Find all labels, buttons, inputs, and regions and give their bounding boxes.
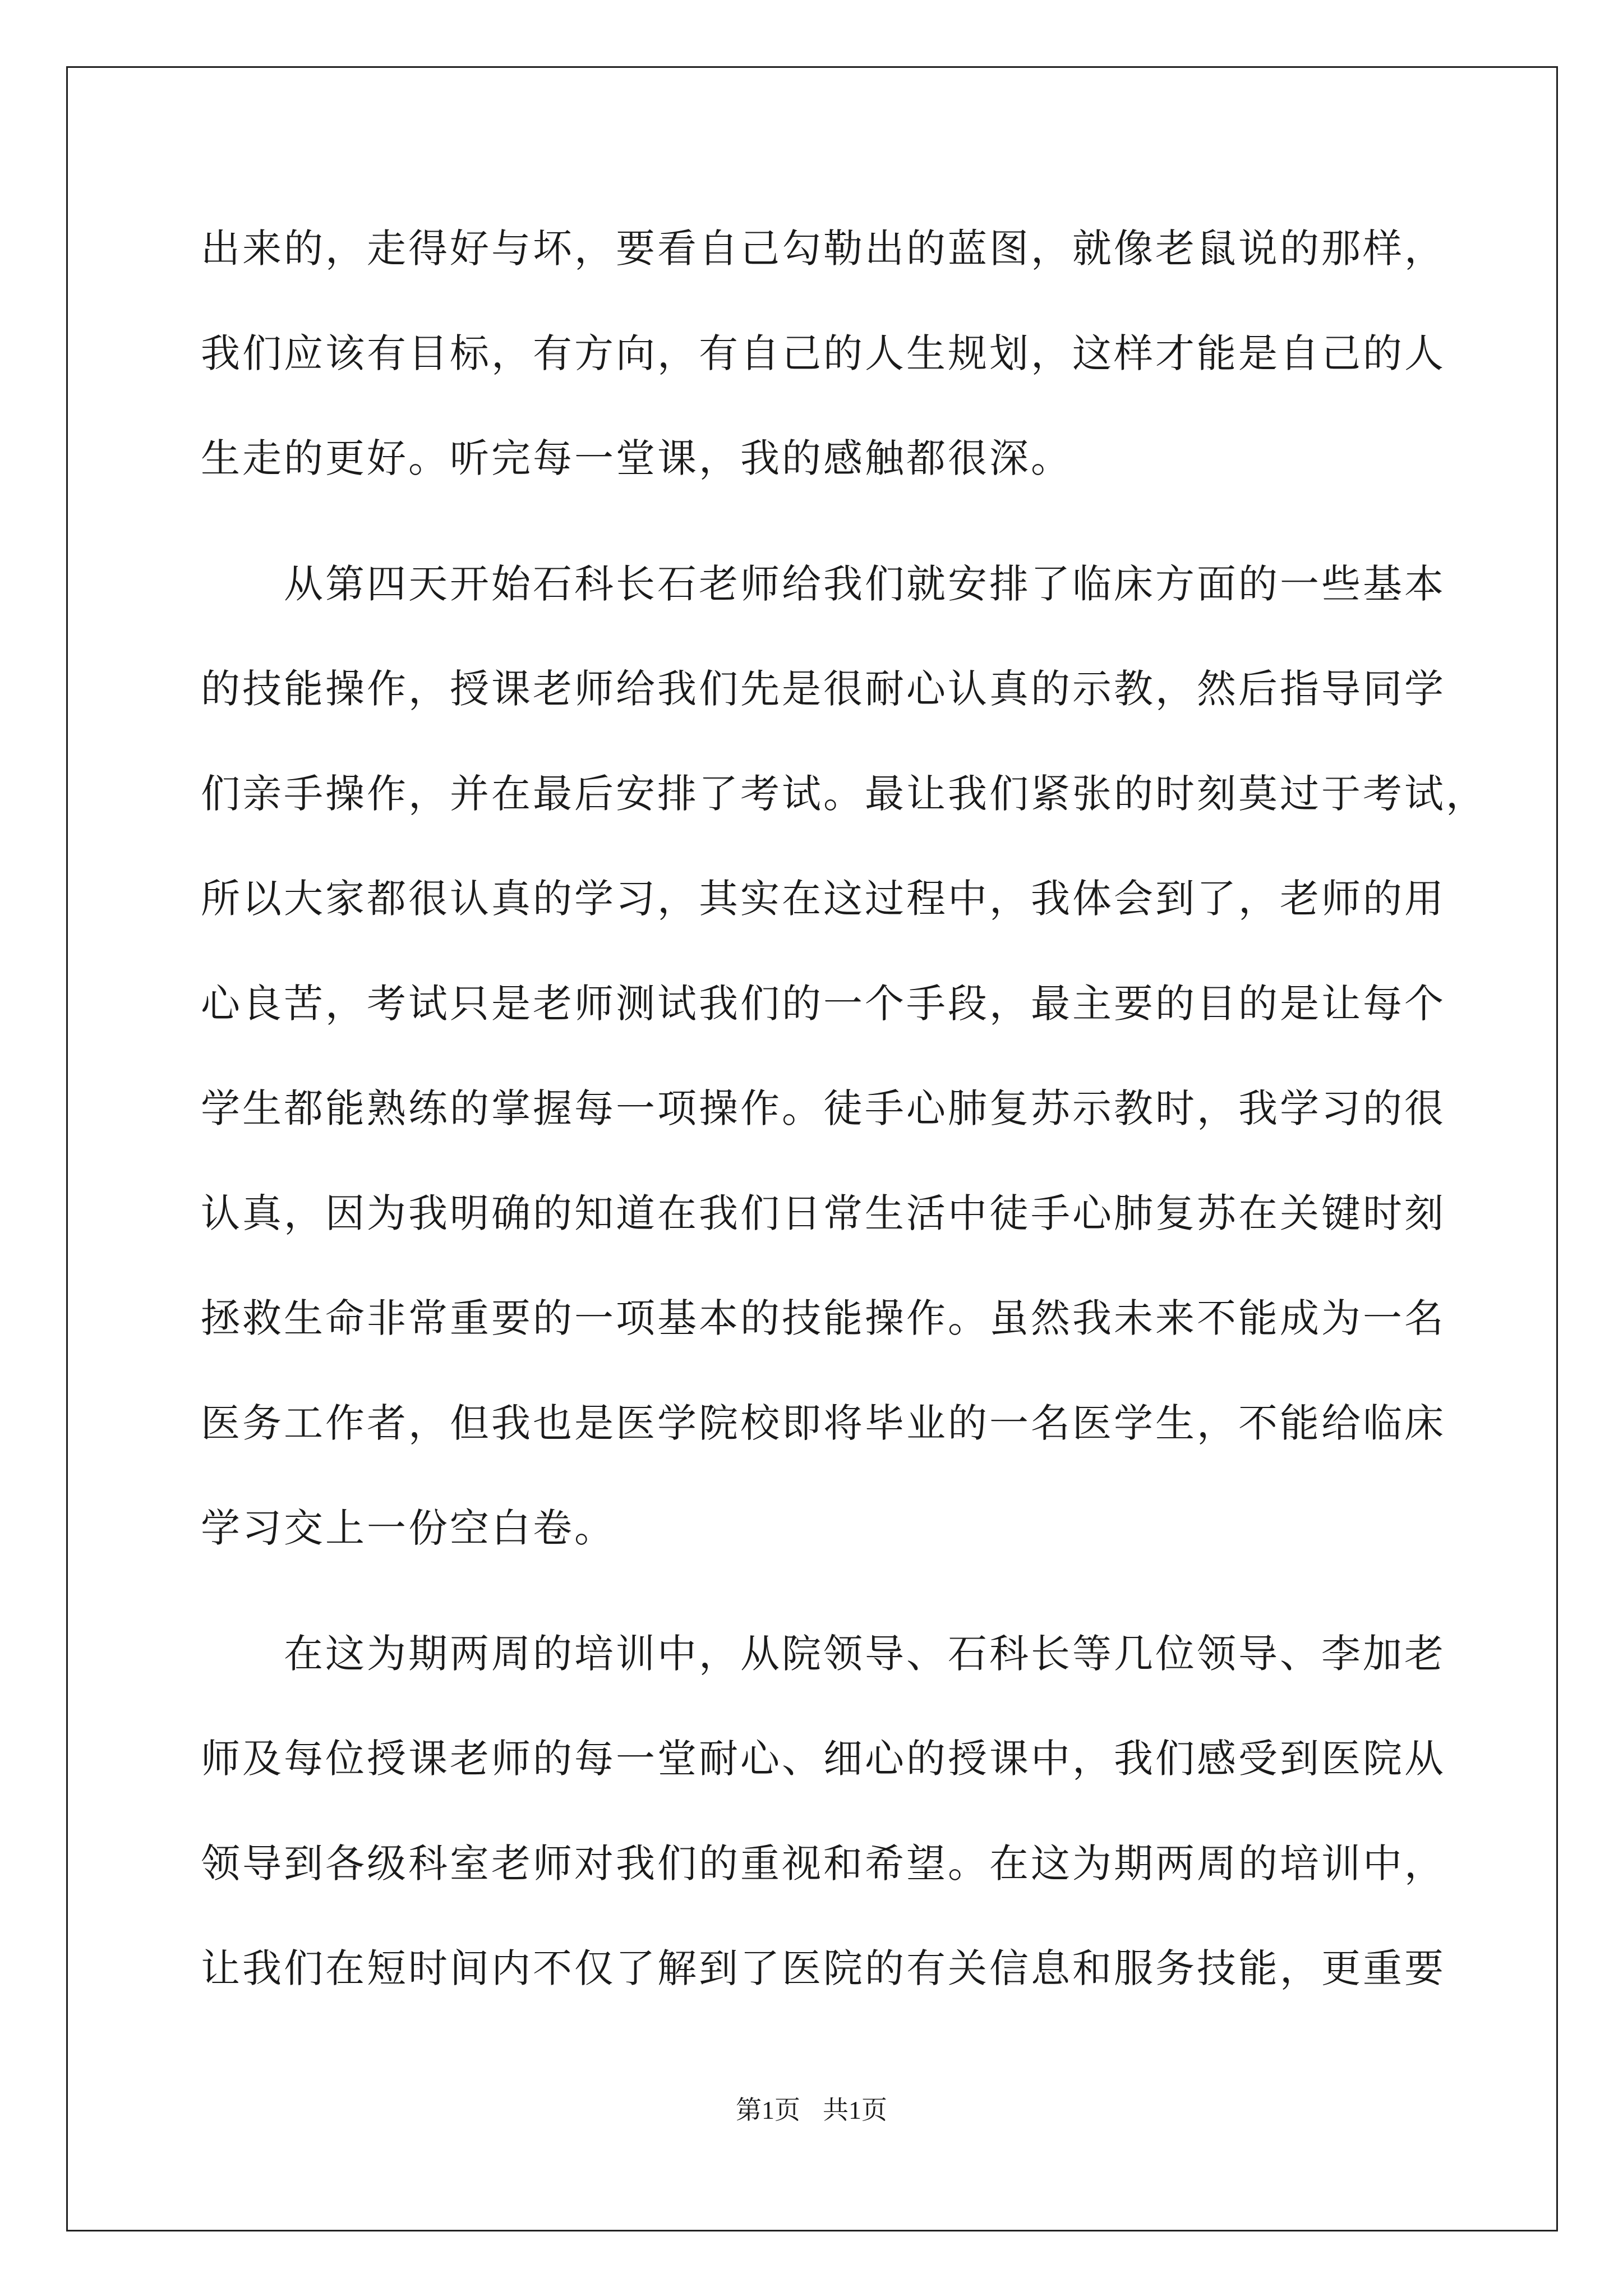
text-line: 出来的，走得好与坏，要看自己勾勒出的蓝图，就像老鼠说的那样， xyxy=(201,226,1446,272)
text-line: 们亲手操作，并在最后安排了考试。最让我们紧张的时刻莫过于考试， xyxy=(201,771,1487,817)
text-line: 学习交上一份空白卷。 xyxy=(201,1505,616,1551)
text-line: 所以大家都很认真的学习，其实在这过程中，我体会到了，老师的用 xyxy=(201,876,1446,922)
text-line: 心良苦，考试只是老师测试我们的一个手段，最主要的目的是让每个 xyxy=(201,981,1446,1027)
text-line: 师及每位授课老师的每一堂耐心、细心的授课中，我们感受到医院从 xyxy=(201,1736,1446,1782)
text-line: 拯救生命非常重要的一项基本的技能操作。虽然我未来不能成为一名 xyxy=(201,1295,1446,1341)
text-line: 从第四天开始石科长石老师给我们就安排了临床方面的一些基本 xyxy=(284,561,1446,607)
text-line: 认真，因为我明确的知道在我们日常生活中徒手心肺复苏在关键时刻 xyxy=(201,1190,1446,1236)
text-line: 的技能操作，授课老师给我们先是很耐心认真的示教，然后指导同学 xyxy=(201,666,1446,712)
text-line: 生走的更好。听完每一堂课，我的感触都很深。 xyxy=(201,435,1072,481)
text-line: 让我们在短时间内不仅了解到了医院的有关信息和服务技能，更重要 xyxy=(201,1945,1446,1991)
page-number: 第1页 xyxy=(736,2096,800,2124)
text-line: 领导到各级科室老师对我们的重视和希望。在这为期两周的培训中， xyxy=(201,1841,1446,1887)
text-line: 我们应该有目标，有方向，有自己的人生规划，这样才能是自己的人 xyxy=(201,330,1446,376)
document-body xyxy=(201,196,1487,2021)
page-footer xyxy=(0,2090,1623,2127)
text-line: 医务工作者，但我也是医学院校即将毕业的一名医学生，不能给临床 xyxy=(201,1400,1446,1446)
text-line: 学生都能熟练的掌握每一项操作。徒手心肺复苏示教时，我学习的很 xyxy=(201,1085,1446,1131)
page-total: 共1页 xyxy=(823,2096,887,2124)
text-line: 在这为期两周的培训中，从院领导、石科长等几位领导、李加老 xyxy=(284,1631,1446,1677)
